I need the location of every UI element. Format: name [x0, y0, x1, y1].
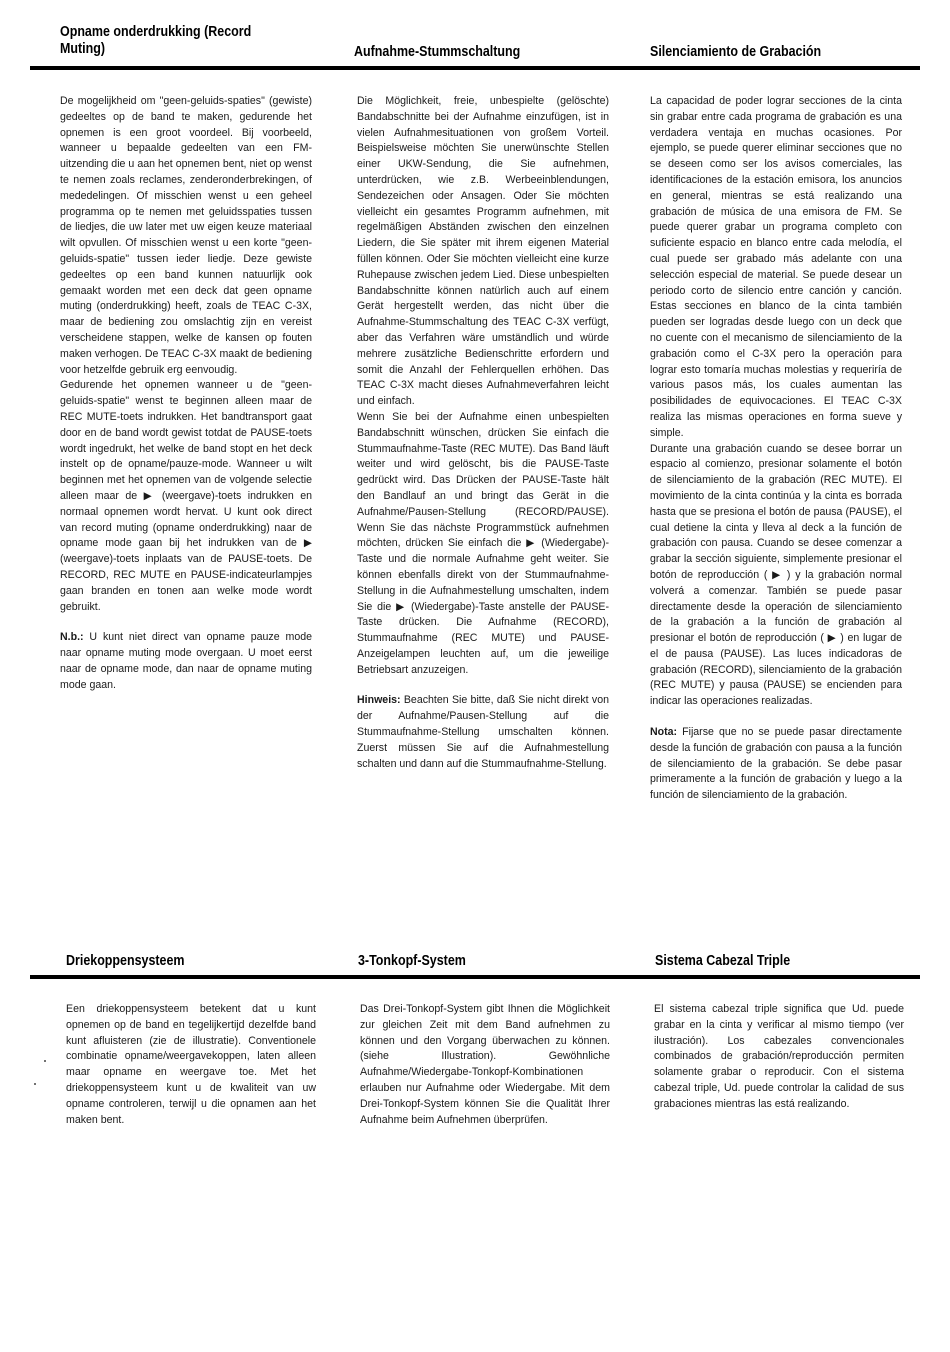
- record-muting-column-nl: [60, 94, 312, 693]
- record-muting-note: [650, 725, 902, 804]
- scan-speck: [34, 1083, 36, 1085]
- record-muting-paragraph: Die Möglichkeit, freie, unbespielte (gelöschte) Bandabschnitte bei der Aufnahme einzufügen, ist in vielen Aufnahmesituationen von großem Vorteil. Beispielsweise möchten Sie unerwünschte Stellen einer UKW-Sendung, die Sie aufnehmen, unterdrücken, wie z.B. Werbeeinblendungen, Sendezeichen oder Ansagen. Oder Sie möchten vielleicht ein gesamtes Programm aufnehmen, mit regelmäßigen Abständen zwischen den einzelnen Liedern, die Sie später mit ihrem eigenen Material füllen können. Oder Sie möchten vielleicht eine kurze Ruhepause zwischen jedem Lied. Diese unbespielten Bandabschnitte können natürlich auch auf einem Gerät hergestellt werden, das nicht über die Aufnahme-Stummschaltung des TEAC C-3X verfügt, aber das Verfahren wäre umständlich und würde mehrere zusätzliche Bedienschritte erfordern und somit die Anzahl der Fehlerquellen erhöhen. Das TEAC C-3X macht dieses Aufnahmeverfahren leicht und einfach.: [357, 95, 609, 408]
- note-text: Fijarse que no se puede pasar directamente desde la función de grabación con pausa a la función de silenciamiento de la grabación. Se debe pasar primeramente a la función de grabación y luego a la función de silenciamiento de la grabación.: [650, 726, 902, 802]
- note-label: Hinweis:: [357, 694, 401, 707]
- record-muting-paragraph: Durante una grabación cuando se desee borrar un espacio al comienzo, presionar solamente el botón de silenciamiento de la grabación (REC MUTE). El movimiento de la cinta continúa y la cinta es borrada hasta que se presiona el botón de pausa (PAUSE), el cual detiene la cinta y lleva al deck a la función de grabación con pausa. Cuando se desee comenzar a grabar la sección siguiente, simplemente presionar el botón de reproducción ( ▶ ) y la grabación normal volverá a comenzar. También se puede pasar directamente desde la operación de silenciamiento de la grabación a la función de grabación al presionar el botón de reproducción ( ▶ ) en lugar de el de pausa (PAUSE). Las luces indicadoras de grabación (RECORD), silenciamiento de la grabación (REC MUTE) y pausa (PAUSE) se encienden para indicar las operaciones realizadas.: [650, 442, 902, 708]
- three-head-paragraph: El sistema cabezal triple significa que Ud. puede grabar en la cinta y verificar al mismo tiempo (ver ilustración). Los cabezales convencionales combinados de grabación/reproducción permiten solamente grabar o reproducir. Con el sistema cabezal triple, Ud. puede controlar la calidad de sus grabaciones mientras las está realizando.: [654, 1003, 904, 1110]
- three-head-paragraph: Een driekoppensysteem betekent dat u kunt opnemen op de band en tegelijkertijd dezelfde band kunt afluisteren (zie de illustratie). Conventionele combinatie opname/weergavekoppen, laten alleen maar opname en weergave toe. Met het driekoppensysteem kunt u de kwaliteit van uw opname controleren, terwijl u die opnamen aan het maken bent.: [66, 1003, 316, 1126]
- record-muting-column-es: [650, 94, 902, 804]
- record-muting-paragraph: Gedurende het opnemen wanneer u de "geen-geluids-spatie" wenst te beginnen alleen maar de REC MUTE-toets indrukken. Het bandtransport gaat door en de band wordt gewist totdat de PAUSE-toets wordt ingedrukt, het welke de band stopt en het deck instelt op de opname/pauze-mode. Wanneer u wilt beginnen met het opnemen van de volgende selectie alleen maar de ▶ (weergave)-toets indrukken en normaal opnemen wordt hervat. U kunt ook direct van record muting (opname onderdrukking) naar de opname mode gaan bij het indrukken van de ▶ (weergave)-toets inplaats van de PAUSE-toets. De RECORD, REC MUTE en PAUSE-indicateurlampjes gaan branden en tonen aan welke mode wordt gebruikt.: [60, 379, 312, 613]
- note-text: Beachten Sie bitte, daß Sie nicht direkt von der Aufnahme/Pausen-Stellung auf die Stummaufnahme-Stellung umschalten können. Zuerst müssen Sie auf die Aufnahmestellung schalten und dann auf die Stummaufnahme-Stellung.: [357, 694, 609, 770]
- note-label: N.b.:: [60, 631, 84, 644]
- record-muting-paragraph: La capacidad de poder lograr secciones de la cinta sin grabar entre cada programa de grabación es una verdadera ventaja en muchas ocasiones. Por ejemplo, se puede querer eliminar secciones que no se deseen como ser los avisos comerciales, las identificaciones de la estación emisora, los anuncios en general, mientras se está realizando una grabación de música de una emisora de FM. Se puede querer grabar un programa completo con suficiente espacio en blanco entre cada melodía, el cual puede ser grabado más adelante con una selección especial de material. Se puede desear un periodo corto de silencio entre canción y canción. Estas secciones en blanco de la cinta también pueden ser logradas desde luego con un deck que no cuente con el mecanismo de silenciamiento de la grabación como el C-3X pero la operación para lograr esto tomaría muchas molestias y requeriría de various pasos más, los cuales aumentan las posibilidades de equivocaciones. El TEAC C-3X realiza las mismas operaciones en forma sueve y simple.: [650, 95, 902, 439]
- heading-three-head-de: 3-Tonkopf-System: [358, 953, 466, 969]
- record-muting-note: [60, 630, 312, 693]
- note-label: Nota:: [650, 726, 678, 739]
- three-head-column-nl: [66, 1002, 316, 1128]
- heading-record-muting-nl: Opname onderdrukking (Record Muting): [60, 24, 252, 57]
- three-head-column-de: [360, 1002, 610, 1128]
- record-muting-note: [357, 693, 609, 772]
- section-divider-top: [30, 66, 920, 70]
- note-text: U kunt niet direct van opname pauze mode naar opname muting mode overgaan. U moet eerst naar de opname mode, dan naar de opname muting mode gaan.: [60, 631, 312, 691]
- heading-three-head-es: Sistema Cabezal Triple: [655, 953, 791, 969]
- scan-speck: [44, 1060, 46, 1062]
- heading-record-muting-es: Silenciamiento de Grabación: [650, 44, 822, 60]
- record-muting-paragraph: De mogelijkheid om "geen-geluids-spaties" (gewiste) gedeeltes op de band te maken, gedurende het opnemen is een groot voordeel. Bij voorbeeld, wanneer u bepaalde gedeelten van een FM-uitzending die u aan het opnemen bent, niet op wenst te nemen zoals reclames, zenderonderbrekingen, of mededelingen. Of misschien wenst u een geheel programma op te nemen met geluidsspaties tussen de liedjes, die uw later met uw eigen keuze materiaal wilt opvullen. Of misschien wenst u een korte "geen-geluids-spatie" tussen ieder liedje. Deze gewiste gedeeltes op een band kunnen natuurlijk ook gemaakt worden met een deck dat geen opname muting (onderdrukking) heeft, zoals de TEAC C-3X, maar de bediening zou omslachtig zijn en vereist verscheidene stappen, welke de kansen op fouten maken verhogen. De TEAC C-3X maakt de bediening voor hetzelfde gebruik erg eenvoudig.: [60, 95, 312, 376]
- record-muting-paragraph: Wenn Sie bei der Aufnahme einen unbespielten Bandabschnitt wünschen, drücken Sie einfach die Stummaufnahme-Taste (REC MUTE). Das Band läuft weiter und wird gelöscht, bis die PAUSE-Taste gedrückt wird. Das Drücken der PAUSE-Taste hält den Bandlauf an und bringt das Gerät in die Aufnahme/Pausen-Stellung (RECORD/PAUSE). Wenn Sie das nächste Programmstück aufnehmen möchten, drücken Sie einfach die ▶ (Wiedergabe)-Taste und die normale Aufnahme geht weiter. Sie können ebenfalls direkt von der Stummaufnahme-Stellung in die Aufnahmestellung umschalten, indem Sie die ▶ (Wiedergabe)-Taste anstelle der PAUSE-Taste drücken. Die Aufnahme (RECORD), Stummaufnahme (REC MUTE) und PAUSE-Anzeigelampen leuchten auf, um die jeweilige Betriebsart anzuzeigen.: [357, 410, 609, 676]
- heading-record-muting-de: Aufnahme-Stummschaltung: [354, 44, 521, 60]
- section-divider-bottom: [30, 975, 920, 979]
- heading-three-head-nl: Driekoppensysteem: [66, 953, 185, 969]
- three-head-column-es: [654, 1002, 904, 1113]
- three-head-paragraph: Das Drei-Tonkopf-System gibt Ihnen die Möglichkeit zur gleichen Zeit mit dem Band aufnehmen zu können und den Vorgang überwachen zu können. (siehe Illustration). Gewöhnliche Aufnahme/Wiedergabe-Tonkopf-Kombinationen erlauben nur Aufnahme oder Wiedergabe. Mit dem Drei-Tonkopf-System können Sie die Qualität Ihrer Aufnahme beim Aufnehmen überprüfen.: [360, 1003, 610, 1126]
- record-muting-column-de: [357, 94, 609, 772]
